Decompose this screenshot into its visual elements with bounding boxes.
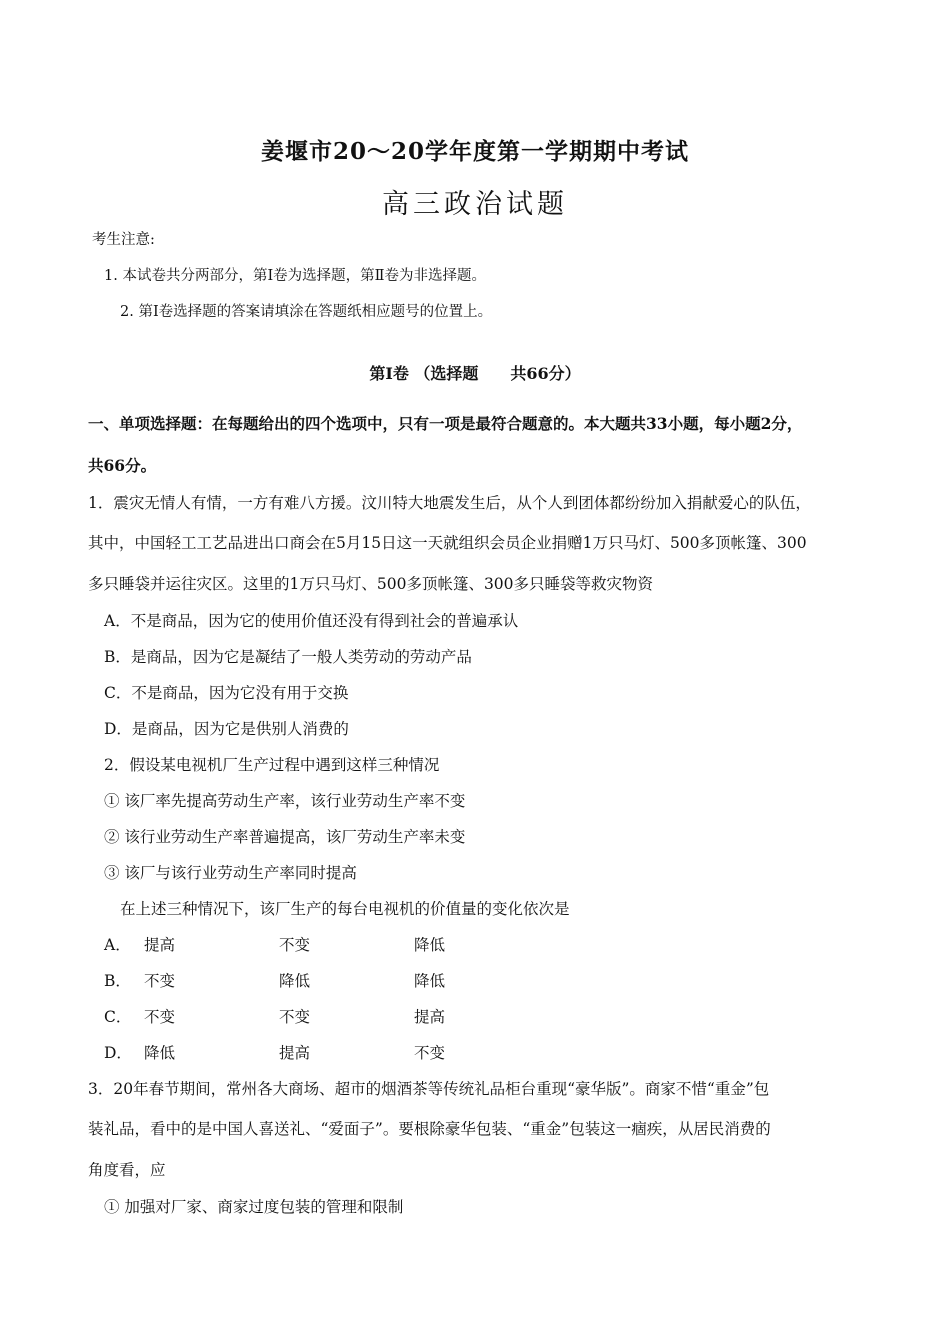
option-letter: A． (104, 936, 131, 954)
q1-option-c: C．不是商品，因为它没有用于交换 (104, 684, 349, 702)
option-letter: C． (104, 1008, 132, 1026)
exam-title: 姜堰市20～20学年度第一学期期中考试 (260, 138, 689, 165)
q2-option-b (104, 969, 445, 991)
q1-option-a: A．不是商品，因为它的使用价值还没有得到社会的普遍承认 (104, 612, 519, 630)
option-value: 降低 (414, 972, 446, 990)
option-value: 提高 (414, 1008, 446, 1026)
q2-option-c (104, 1005, 445, 1027)
option-value: 不变 (144, 972, 176, 990)
option-value: 提高 (144, 936, 176, 954)
q2-option-d (104, 1041, 445, 1063)
option-letter: B． (104, 972, 131, 990)
option-value: 不变 (279, 1008, 311, 1026)
q2-question: 在上述三种情况下，该厂生产的每台电视机的价值量的变化依次是 (120, 900, 570, 918)
q3-stem-line: 装礼品，看中的是中国人喜送礼、“爱面子”。要根除豪华包装、“重金”包装这一痼疾，从居民消费的 (88, 1120, 771, 1138)
q1-stem-line: 1．震灾无情人有情，一方有难八方援。汶川特大地震发生后，从个人到团体都纷纷加入捐献爱心的队伍， (88, 494, 811, 512)
notice-item: 2. 第Ⅰ卷选择题的答案请填涂在答题纸相应题号的位置上。 (120, 304, 493, 320)
q2-case: ② 该行业劳动生产率普遍提高，该厂劳动生产率未变 (104, 828, 466, 846)
q2-case: ③ 该厂与该行业劳动生产率同时提高 (104, 864, 357, 882)
exam-subtitle: 高三政治试题 (382, 189, 568, 220)
option-value: 不变 (279, 936, 311, 954)
q3-stem-line: 角度看，应 (88, 1161, 166, 1179)
option-value: 降低 (144, 1044, 176, 1062)
instructions-line: 共66分。 (88, 456, 157, 475)
option-value: 降低 (414, 936, 446, 954)
instructions-line: 一、单项选择题：在每题给出的四个选项中，只有一项是最符合题意的。本大题共33小题，每小题2分， (88, 414, 803, 433)
option-value: 不变 (144, 1008, 176, 1026)
option-value: 降低 (279, 972, 311, 990)
option-letter: D． (104, 1044, 132, 1062)
q2-option-a (104, 933, 445, 955)
q2-stem: 2．假设某电视机厂生产过程中遇到这样三种情况 (104, 756, 440, 774)
option-value: 提高 (279, 1044, 311, 1062)
q1-stem-line: 多只睡袋并运往灾区。这里的1万只马灯、500多顶帐篷、300多只睡袋等救灾物资 (88, 575, 654, 593)
q2-case: ① 该厂率先提高劳动生产率，该行业劳动生产率不变 (104, 792, 466, 810)
q3-stem-line: 3．20年春节期间，常州各大商场、超市的烟酒茶等传统礼品柜台重现“豪华版”。商家不惜“重金”包 (88, 1080, 770, 1098)
notice-item: 1. 本试卷共分两部分，第Ⅰ卷为选择题，第Ⅱ卷为非选择题。 (104, 268, 487, 284)
q1-option-b: B．是商品，因为它是凝结了一般人类劳动的劳动产品 (104, 648, 472, 666)
section-title: 第Ⅰ卷 （选择题 共66分） (369, 364, 581, 383)
q1-stem-line: 其中，中国轻工工艺品进出口商会在5月15日这一天就组织会员企业捐赠1万只马灯、500多顶帐篷、300 (88, 534, 807, 552)
q3-case: ① 加强对厂家、商家过度包装的管理和限制 (104, 1198, 404, 1216)
q1-option-d: D．是商品，因为它是供别人消费的 (104, 720, 349, 738)
notice-heading: 考生注意: (92, 232, 155, 248)
option-value: 不变 (414, 1044, 446, 1062)
